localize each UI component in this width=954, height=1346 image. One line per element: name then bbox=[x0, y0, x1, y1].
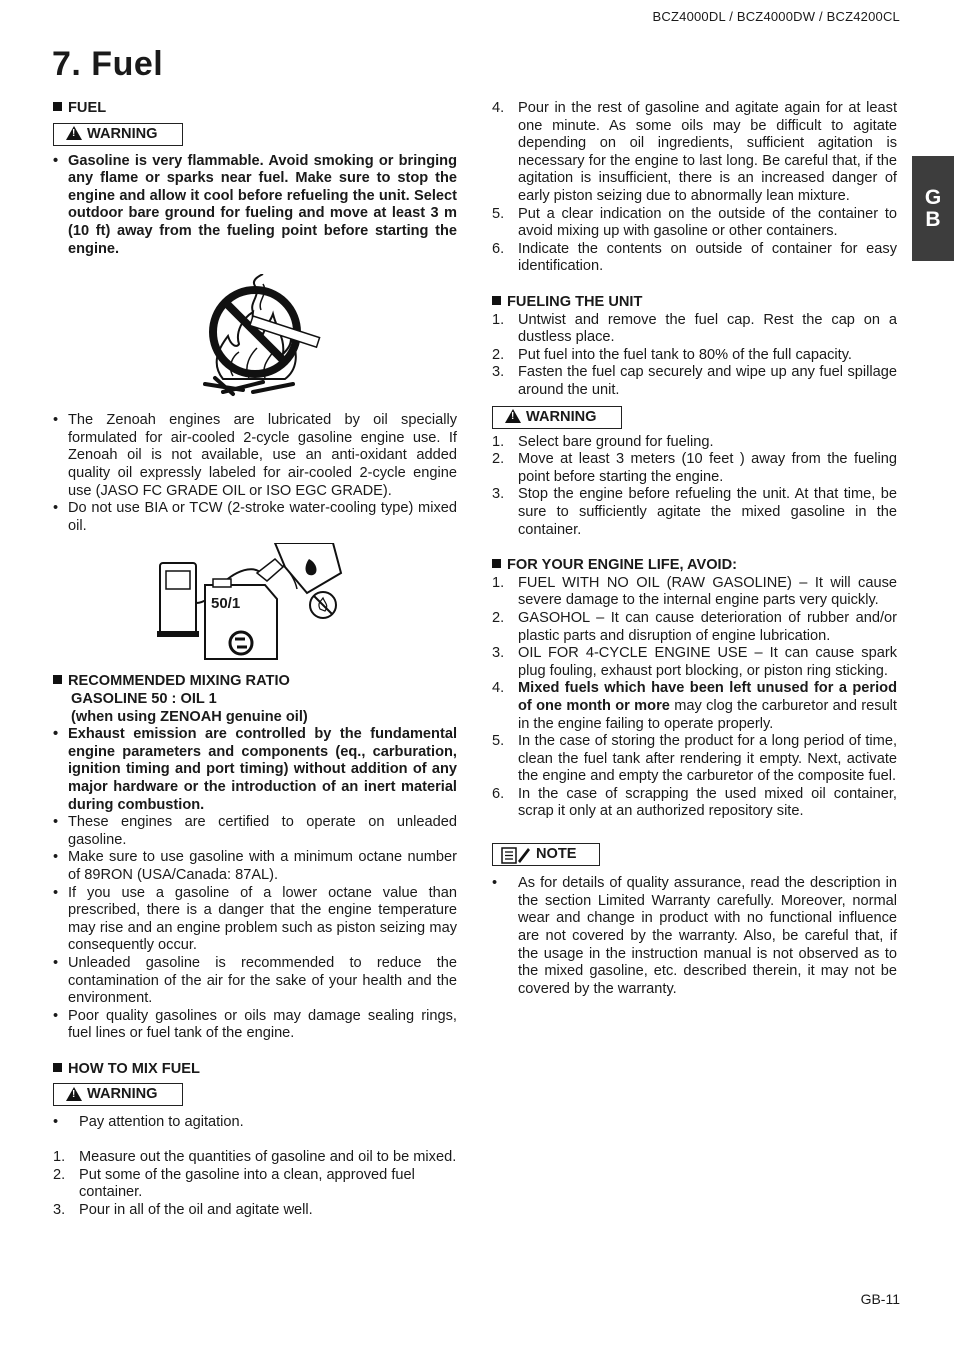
warning-label: WARNING bbox=[87, 1086, 158, 1103]
oil-bullet-1: • The Zenoah engines are lubricated by oil specially formulated for air-cooled 2-cycle gasoline engine use. If Zenoah oil is not available, use an anti-oxidant added quality oil expressly labeled for air-cooled 2-cycle engine use (JASO FC GRADE OIL or ISO EGC GRADE). bbox=[53, 412, 457, 499]
mixing-bullets bbox=[53, 726, 457, 1043]
fuel-warning-text: • Gasoline is very flammable. Avoid smoking or bringing any flame or sparks near fuel. Make sure to stop the engine and allow it cool before refueling the unit. Select outdoor bare ground for fueling and move at least 3 m (10 ft) away from the fueling point before starting the engine. bbox=[53, 152, 457, 257]
mixing-bullet-6: • Poor quality gasolines or oils may damage sealing rings, fuel lines or fuel tank of the engine. bbox=[53, 1007, 457, 1042]
can-ratio-label: 50/1 bbox=[211, 595, 241, 613]
fueling-warning-step-3: 3. Stop the engine before refueling the unit. At that time, be sure to sufficiently agitate the mixed gasoline in the container. bbox=[492, 486, 897, 538]
how-to-mix-step-2: 2. Put some of the gasoline into a clean, approved fuel container. bbox=[53, 1166, 415, 1201]
mixing-ratio-section bbox=[53, 673, 457, 726]
language-tab-letter-2: B bbox=[925, 207, 941, 231]
how-to-mix-step-5: 5. Put a clear indication on the outside of the container to avoid mixing up with gasoline or other containers. bbox=[492, 205, 897, 240]
avoid-item-3: 3. OIL FOR 4-CYCLE ENGINE USE – It can cause spark plug fouling, exhaust port blocking, or piston ring sticking. bbox=[492, 645, 897, 679]
no-smoking-no-flame-icon bbox=[193, 274, 333, 404]
language-tab-letter-1: G bbox=[924, 185, 942, 209]
fuel-heading: FUEL bbox=[53, 100, 457, 118]
fuel-warning-box bbox=[53, 123, 457, 147]
how-to-mix-step-1: 1. Measure out the quantities of gasoline and oil to be mixed. bbox=[53, 1149, 457, 1166]
how-to-mix-warning-box bbox=[53, 1083, 457, 1107]
fueling-step-3: 3. Fasten the fuel cap securely and wipe up any fuel spillage around the unit. bbox=[492, 364, 897, 398]
fuel-can-mixing-illustration bbox=[157, 543, 347, 663]
mixing-bullet-3: • Make sure to use gasoline with a minimum octane number of 89RON (USA/Canada: 87AL). bbox=[53, 849, 457, 883]
note-icon bbox=[501, 846, 531, 864]
fueling-unit-heading: FUELING THE UNIT bbox=[492, 294, 897, 312]
how-to-mix-step-4: 4. Pour in the rest of gasoline and agitate again for at least one minute. As some oils may be difficult to agitate depending on oil ingredients, sufficient agitation is necessary for the engine to last long. Be careful that, if the agitation is insufficient, there is an increased danger of early piston seizing due to abnormally lean mixture. bbox=[492, 100, 897, 204]
warning-triangle-icon bbox=[505, 409, 521, 423]
avoid-item-1: 1. FUEL WITH NO OIL (RAW GASOLINE) – It will cause severe damage to the internal engine parts very quickly. bbox=[492, 574, 897, 609]
how-to-mix-steps bbox=[53, 1149, 457, 1219]
engine-life-items bbox=[492, 575, 897, 821]
note-text: • As for details of quality assurance, read the description in the section Limited Warranty carefully. Moreover, normal wear and change in product with no functional influence are not covered by the warranty. Also, be careful that, if the usage in the instruction manual is not observed as to the mixed gasoline, etc. described therein, it may not be covered by the warranty. bbox=[492, 875, 897, 997]
mixing-bullet-2: • These engines are certified to operate on unleaded gasoline. bbox=[53, 814, 457, 848]
fueling-warning-step-1: 1. Select bare ground for fueling. bbox=[492, 433, 714, 450]
note-label: NOTE bbox=[536, 846, 577, 863]
fueling-warning-box bbox=[492, 406, 897, 430]
fueling-step-2: 2. Put fuel into the fuel tank to 80% of the full capacity. bbox=[492, 346, 852, 363]
warning-triangle-icon bbox=[66, 126, 82, 140]
page-number: GB-11 bbox=[860, 1291, 900, 1307]
mixing-bullet-5: • Unleaded gasoline is recommended to reduce the contamination of the air for the sake of your health and the environment. bbox=[53, 954, 457, 1007]
avoid-item-4: 4. Mixed fuels which have been left unused for a period of one month or more may clog the carburetor and result in the engine failing to operate properly. bbox=[492, 680, 897, 732]
mixing-ratio-note: (when using ZENOAH genuine oil) bbox=[71, 708, 308, 725]
warning-triangle-icon bbox=[66, 1087, 82, 1101]
avoid-item-5: 5. In the case of storing the product for a long period of time, clean the fuel tank after rendering it empty. Next, activate the engine and empty the carburetor of the composite fuel. bbox=[492, 733, 897, 785]
how-to-mix-step-3: 3. Pour in all of the oil and agitate well. bbox=[53, 1201, 313, 1218]
warning-label: WARNING bbox=[87, 125, 158, 142]
language-tab bbox=[912, 156, 954, 261]
mixing-ratio-value: GASOLINE 50 : OIL 1 bbox=[71, 691, 217, 707]
avoid-item-6: 6. In the case of scrapping the used mixed oil container, scrap it only at an authorized repository site. bbox=[492, 785, 897, 820]
oil-bullet-2: • Do not use BIA or TCW (2-stroke water-cooling type) mixed oil. bbox=[53, 500, 457, 534]
right-column bbox=[492, 100, 897, 998]
page-title: 7. Fuel bbox=[52, 45, 164, 83]
how-to-mix-steps-continued bbox=[492, 100, 897, 276]
mixing-bullet-4: • If you use a gasoline of a lower octane value than prescribed, there is a danger that the engine temperature may rise and an engine problem such as piston seizing may consequently occur. bbox=[53, 884, 457, 954]
how-to-mix-step-6: 6. Indicate the contents on outside of container for easy identification. bbox=[492, 240, 897, 275]
warning-label: WARNING bbox=[526, 408, 597, 425]
left-column bbox=[53, 100, 457, 1220]
fueling-warning-steps bbox=[492, 434, 897, 540]
avoid-item-2: 2. GASOHOL – It can cause deterioration of rubber and/or plastic parts and disruption of engine lubrication. bbox=[492, 609, 897, 644]
oil-bullets bbox=[53, 412, 457, 535]
fueling-steps bbox=[492, 312, 897, 400]
agitation-bullet: • Pay attention to agitation. bbox=[53, 1113, 244, 1130]
mixing-bullet-1: • Exhaust emission are controlled by the fundamental engine parameters and components (eq., carburation, ignition timing and port timing) without addition of any major hardware or the introduction of an inert material during combustion. bbox=[53, 726, 457, 813]
fueling-warning-step-2: 2. Move at least 3 meters (10 feet ) away from the fueling point before starting the engine. bbox=[492, 451, 897, 485]
fueling-step-1: 1. Untwist and remove the fuel cap. Rest the cap on a dustless place. bbox=[492, 311, 897, 346]
header-model-names: BCZ4000DL / BCZ4000DW / BCZ4200CL bbox=[652, 9, 900, 24]
mixing-ratio-heading: RECOMMENDED MIXING RATIO bbox=[53, 673, 457, 691]
note-box bbox=[492, 843, 897, 869]
engine-life-heading: FOR YOUR ENGINE LIFE, AVOID: bbox=[492, 557, 897, 575]
how-to-mix-heading: HOW TO MIX FUEL bbox=[53, 1061, 457, 1079]
